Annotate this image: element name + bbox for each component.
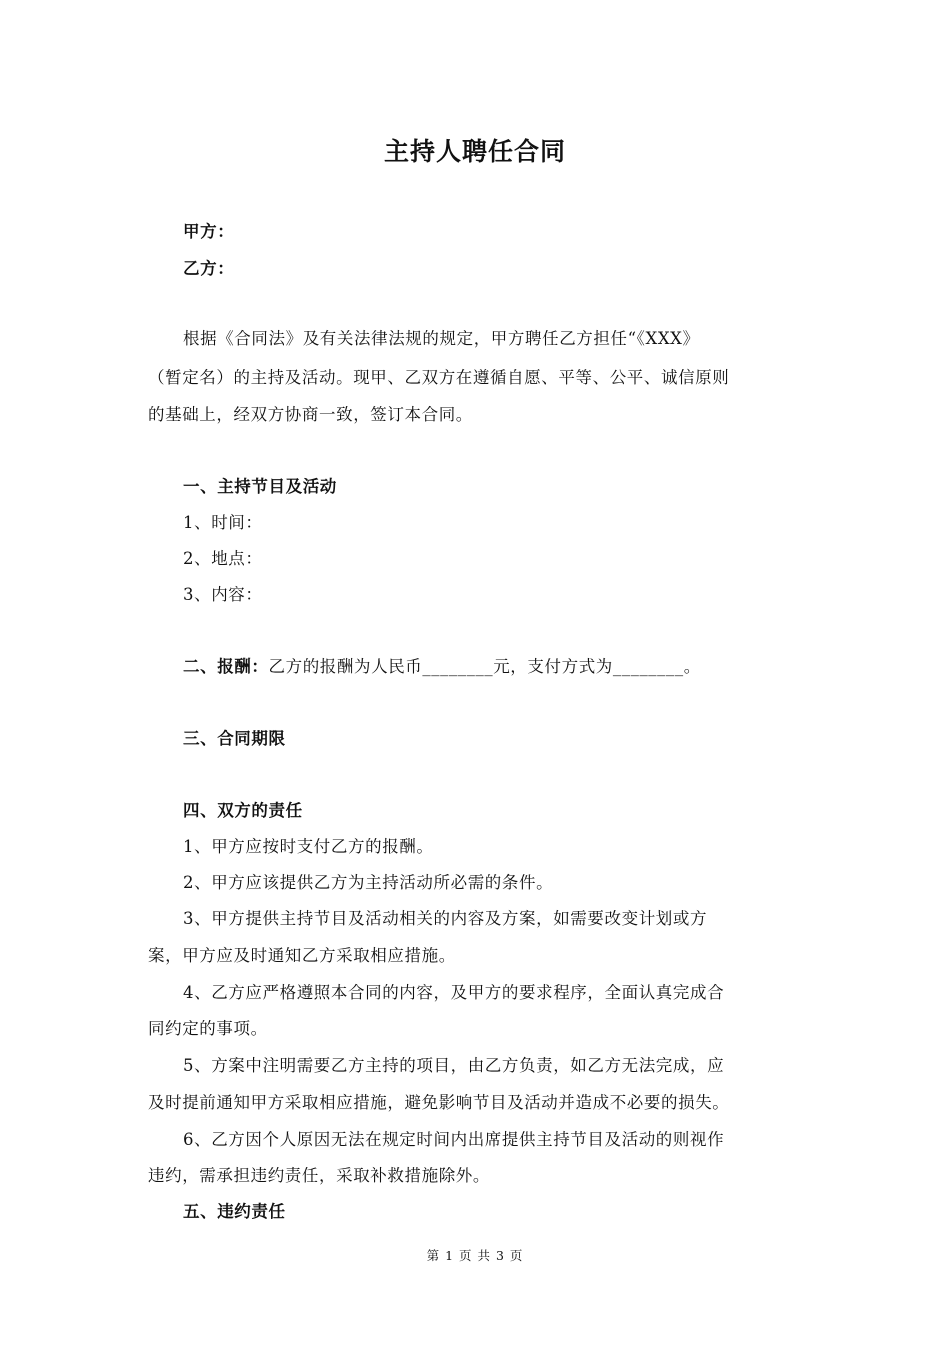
section4-line-3: 3、甲方提供主持节目及活动相关的内容及方案，如需要改变计划或方 xyxy=(183,909,708,928)
section4-line-7: 5、方案中注明需要乙方主持的项目，由乙方负责，如乙方无法完成，应 xyxy=(183,1056,725,1075)
intro-line-2: （暂定名）的主持及活动。现甲、乙双方在遵循自愿、平等、公平、诚信原则 xyxy=(148,368,730,387)
section4-line-8: 及时提前通知甲方采取相应措施，避免影响节目及活动并造成不必要的损失。 xyxy=(148,1093,730,1112)
section4-line-5: 4、乙方应严格遵照本合同的内容，及甲方的要求程序，全面认真完成合 xyxy=(183,983,725,1002)
section1-item-content: 3、内容： xyxy=(183,585,263,604)
section5-heading: 五、违约责任 xyxy=(183,1202,286,1221)
section4-line-6: 同约定的事项。 xyxy=(148,1019,268,1038)
section4-line-2: 2、甲方应该提供乙方为主持活动所必需的条件。 xyxy=(183,873,554,892)
section1-item-place: 2、地点： xyxy=(183,549,263,568)
party-b-label: 乙方： xyxy=(183,259,235,278)
intro-line-3: 的基础上，经双方协商一致，签订本合同。 xyxy=(148,405,473,424)
section4-line-1: 1、甲方应按时支付乙方的报酬。 xyxy=(183,837,434,856)
section3-heading: 三、合同期限 xyxy=(183,729,286,748)
section4-line-4: 案，甲方应及时通知乙方采取相应措施。 xyxy=(148,946,456,965)
section1-item-time: 1、时间： xyxy=(183,513,263,532)
section2-heading: 二、报酬： xyxy=(183,657,269,676)
section2-text: 乙方的报酬为人民币________元，支付方式为________。 xyxy=(268,657,701,676)
section4-line-9: 6、乙方因个人原因无法在规定时间内出席提供主持节目及活动的则视作 xyxy=(183,1130,725,1149)
section4-heading: 四、双方的责任 xyxy=(183,801,303,820)
intro-line-1: 根据《合同法》及有关法律法规的规定，甲方聘任乙方担任“《XXX》 xyxy=(183,329,700,348)
page-footer: 第 1 页 共 3 页 xyxy=(426,1248,524,1263)
party-a-label: 甲方： xyxy=(183,222,235,241)
section2-line xyxy=(183,653,701,677)
section1-heading: 一、主持节目及活动 xyxy=(183,477,337,496)
section4-line-10: 违约，需承担违约责任，采取补救措施除外。 xyxy=(148,1166,490,1185)
document-title: 主持人聘任合同 xyxy=(383,137,566,166)
